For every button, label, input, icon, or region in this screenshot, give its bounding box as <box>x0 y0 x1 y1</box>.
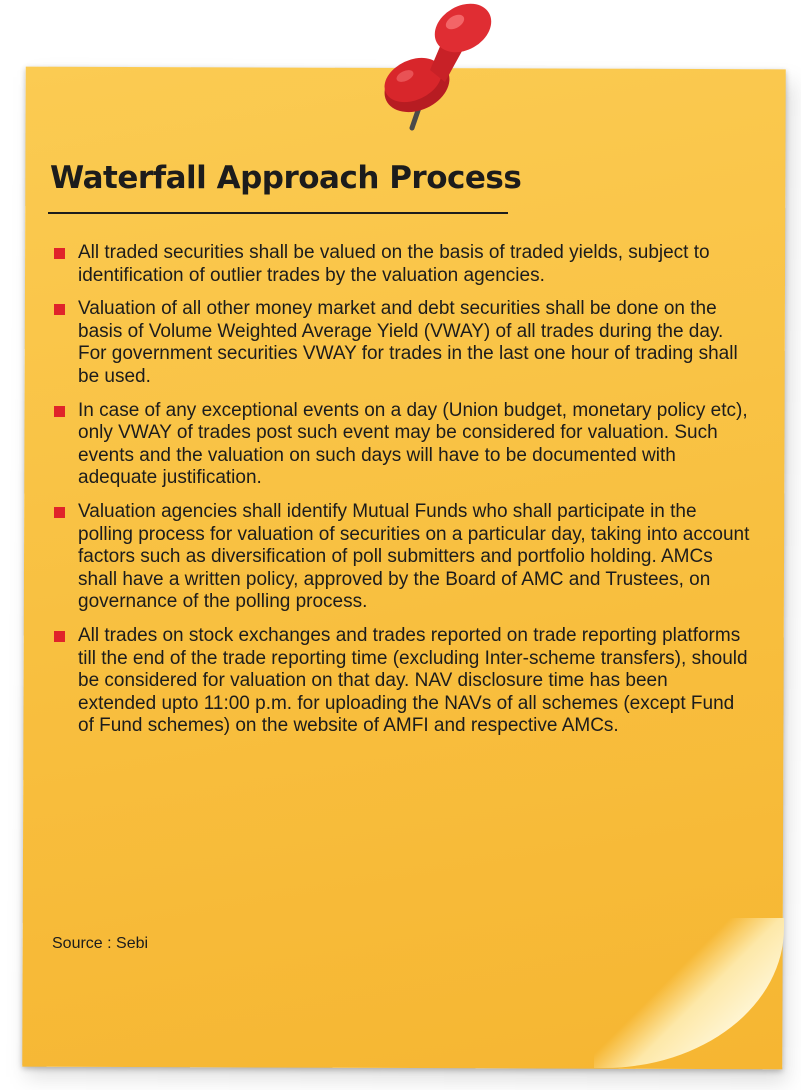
bullet-item <box>50 625 750 738</box>
red-square-bullet <box>54 406 65 417</box>
bullet-text: Valuation of all other money market and debt securities shall be done on the basis of Volume Weighted Average Yield (VWAY) of all trades during the day. For government securities VWAY for trades in the last one hour of trading shall be used. <box>78 298 738 387</box>
red-square-bullet <box>54 631 65 642</box>
bullet-text: In case of any exceptional events on a day (Union budget, monetary policy etc), only VWAY of trades post such event may be considered for valuation. Such events and the valuation on such days will have to be documented with adequate justification. <box>78 399 748 489</box>
bullet-text: All traded securities shall be valued on the basis of traded yields, subject to identification of outlier trades by the valuation agencies. <box>78 242 710 286</box>
bullet-item <box>50 242 750 287</box>
source-credit: Source : Sebi <box>52 935 149 952</box>
bullet-text: Valuation agencies shall identify Mutual Funds who shall participate in the polling process for valuation of securities on a particular day, taking into account factors such as diversification of poll submitters and portfolio holding. AMCs shall have a written policy, approved by the Board of AMC and Trustees, on governance of the polling process. <box>78 500 750 613</box>
red-square-bullet <box>54 507 65 518</box>
page-title: Waterfall Approach Process <box>50 160 522 196</box>
push-pin-icon <box>375 0 505 140</box>
title-underline <box>48 212 508 214</box>
bullet-item <box>50 298 750 388</box>
bullet-item <box>50 501 750 614</box>
bullet-text: All trades on stock exchanges and trades reported on trade reporting platforms till the end of the trade reporting time (excluding Inter-scheme transfers), should be considered for valuation on that day. NAV disclosure time has been extended upto 11:00 p.m. for uploading the NAVs of all schemes (except Fund of Fund schemes) on the website of AMFI and respective AMCs. <box>78 624 748 737</box>
bullet-list <box>50 242 750 749</box>
bullet-item <box>50 400 750 490</box>
red-square-bullet <box>54 248 65 259</box>
red-square-bullet <box>54 304 65 315</box>
